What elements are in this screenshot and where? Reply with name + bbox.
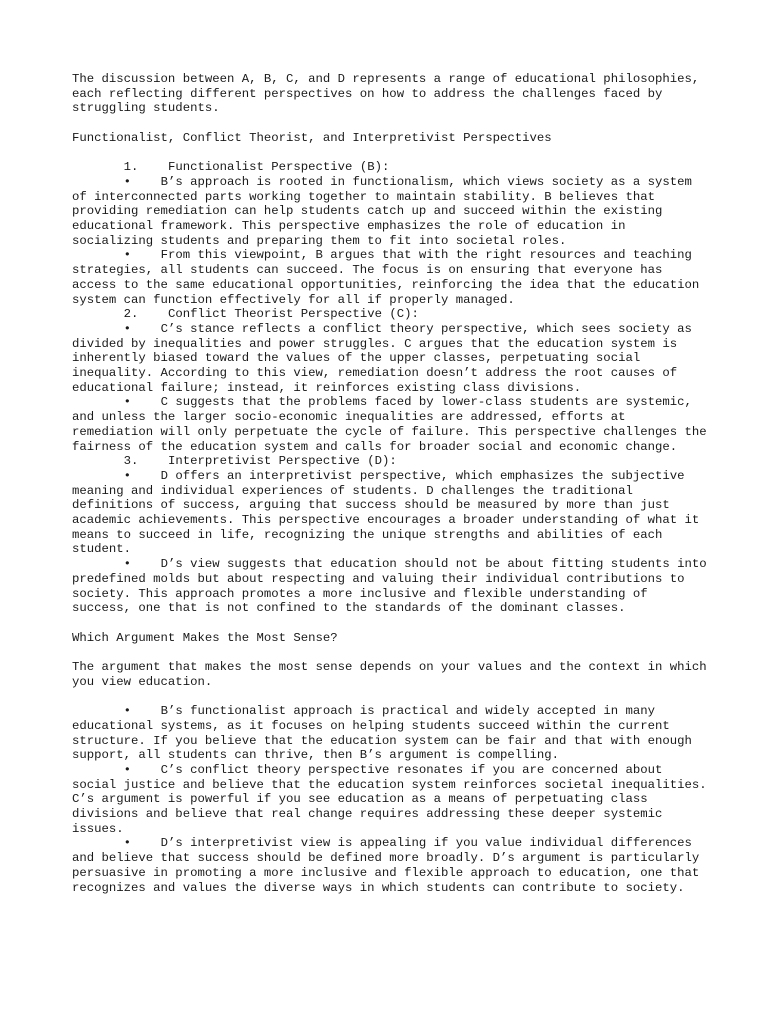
bullet-text: C suggests that the problems faced by lower-class students are systemic, and unless the larger socio-economic inequalities are addressed, efforts at remediation will only perpetuate the cycle of failure. This perspective challenges the fairness of the education system and calls for broader social and economic change. <box>72 395 715 454</box>
perspective-title: Interpretivist Perspective (D): <box>167 454 397 469</box>
answer-intro: The argument that makes the most sense depends on your values and the context in which you view education. <box>72 660 715 689</box>
bullet-text: D’s view suggests that education should not be about fitting students into predefined molds but about respecting and valuing their individual contributions to society. This approach promotes a more inclusive and flexible understanding of success, one that is not confined to the standards of the dominant classes. <box>72 557 715 616</box>
perspective-1-heading <box>72 160 712 175</box>
perspective-3-heading <box>72 454 712 469</box>
bullet-text: B’s approach is rooted in functionalism, which views society as a system of interconnected parts working together to maintain stability. B believes that providing remediation can help students catch up and succeed within the existing educational framework. This perspective emphasizes the role of education in socializing students and preparing them to fit into societal roles. <box>72 174 700 248</box>
list-number: 3. <box>123 454 139 469</box>
perspective-title: Functionalist Perspective (B): <box>167 160 390 175</box>
bullet-glyph: • <box>123 557 132 572</box>
answer-bullet-3 <box>72 836 712 895</box>
perspective-3-bullet-2 <box>72 557 715 616</box>
bullet-text: B’s functionalist approach is practical and widely accepted in many educational systems, as it focuses on helping students succeed within the current structure. If you believe that the education system can be fair and that with enough support, all students can thrive, then B’s argument is compelling. <box>72 704 700 763</box>
spacer <box>72 645 712 660</box>
question-heading: Which Argument Makes the Most Sense? <box>72 630 338 645</box>
perspective-3-bullet-1 <box>72 469 712 557</box>
perspective-2-bullet-1 <box>72 322 712 396</box>
bullet-glyph: • <box>123 836 132 851</box>
list-number: 1. <box>123 160 139 175</box>
bullet-glyph: • <box>123 704 132 719</box>
spacer <box>72 116 712 131</box>
spacer <box>72 616 712 631</box>
bullet-glyph: • <box>123 174 132 189</box>
perspective-1-bullet-2 <box>72 248 712 307</box>
section-heading: Functionalist, Conflict Theorist, and Interpretivist Perspectives <box>72 130 552 145</box>
bullet-text: C’s conflict theory perspective resonates if you are concerned about social justice and believe that the education system reinforces societal inequalities. C’s argument is powerful if you see education as a means of perpetuating class divisions and believe that real change requires addressing these deeper systemic issues. <box>72 762 715 836</box>
perspective-2-heading <box>72 307 712 322</box>
perspective-1-bullet-1 <box>72 175 712 249</box>
answer-bullet-2 <box>72 762 715 837</box>
bullet-glyph: • <box>123 321 132 336</box>
bullet-glyph: • <box>123 762 132 777</box>
bullet-text: From this viewpoint, B argues that with the right resources and teaching strategies, all students can succeed. The focus is on ensuring that everyone has access to the same educational opportunities, reinforcing the idea that the education system can function effectively for all if properly managed. <box>72 248 707 307</box>
spacer <box>72 146 712 161</box>
bullet-text: D’s interpretivist view is appealing if you value individual differences and believe that success should be defined more broadly. D’s argument is particularly persuasive in promoting a more inclusive and flexible approach to education, one that recognizes and values the diverse ways in which students can contribute to society. <box>72 836 707 895</box>
perspective-2-bullet-2 <box>72 395 715 454</box>
bullet-glyph: • <box>123 468 132 483</box>
intro-paragraph: The discussion between A, B, C, and D represents a range of educational philosophies, each reflecting different perspectives on how to address the challenges faced by struggling students. <box>72 72 707 116</box>
list-number: 2. <box>123 307 139 322</box>
bullet-text: C’s stance reflects a conflict theory perspective, which sees society as divided by inequalities and power struggles. C argues that the education system is inherently biased toward the values of the upper classes, perpetuating social inequality. According to this view, remediation doesn’t address the root causes of educational failure; instead, it reinforces existing class divisions. <box>72 321 700 395</box>
bullet-glyph: • <box>123 395 132 410</box>
document-page <box>72 72 715 895</box>
bullet-glyph: • <box>123 248 132 263</box>
answer-bullet-1 <box>72 704 712 763</box>
bullet-text: D offers an interpretivist perspective, which emphasizes the subjective meaning and individual experiences of students. D challenges the traditional definitions of success, arguing that success should be measured by more than just academic achievements. This perspective encourages a broader understanding of what it means to succeed in life, recognizing the unique strengths and abilities of each student. <box>72 468 707 557</box>
perspective-title: Conflict Theorist Perspective (C): <box>167 307 419 322</box>
spacer <box>72 689 712 704</box>
